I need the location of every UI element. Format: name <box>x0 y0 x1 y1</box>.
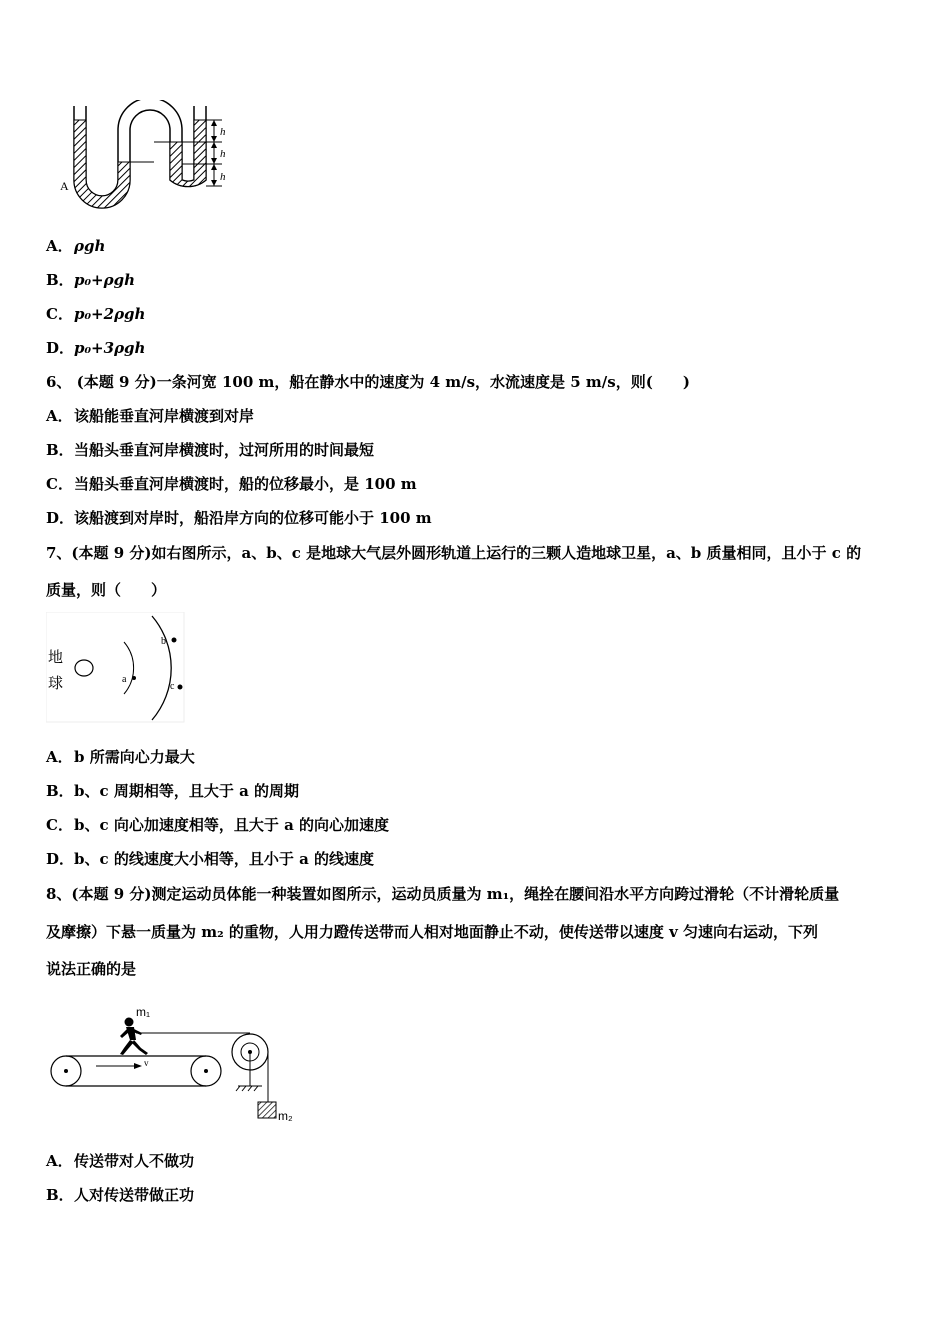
velocity-arrowhead <box>134 1063 142 1069</box>
option-letter: D． <box>46 850 75 868</box>
velocity-label: v <box>144 1058 149 1068</box>
option-text: b、c 向心加速度相等，且大于 a 的向心加速度 <box>74 816 390 834</box>
option-text: 该船能垂直河岸横渡到对岸 <box>74 407 255 425</box>
option-text: p₀+3ρgh <box>74 339 146 357</box>
q5-option-c <box>46 304 145 324</box>
satellite-b <box>172 638 177 643</box>
option-text: ρgh <box>74 237 106 255</box>
hanging-mass <box>258 1102 276 1118</box>
point-a-label: A <box>60 179 69 193</box>
q5-option-d <box>46 338 145 358</box>
right-roller-axle <box>204 1069 208 1073</box>
option-text: b 所需向心力最大 <box>74 748 195 766</box>
q7-option-a <box>46 747 195 767</box>
left-roller-axle <box>64 1069 68 1073</box>
option-text: b、c 周期相等，且大于 a 的周期 <box>74 782 300 800</box>
conveyor-figure <box>46 1000 306 1132</box>
option-text: b、c 的线速度大小相等，且小于 a 的线速度 <box>74 850 375 868</box>
option-text: 该船渡到对岸时，船沿岸方向的位移可能小于 100 m <box>74 509 432 527</box>
option-text: p₀+2ρgh <box>74 305 146 323</box>
q5-option-b <box>46 270 135 290</box>
label-b: b <box>161 636 166 647</box>
m1-label: m₁ <box>136 1005 151 1019</box>
option-text: 人对传送带做正功 <box>74 1186 195 1204</box>
q7-option-b <box>46 781 299 801</box>
earth-label-bottom: 球 <box>48 674 64 692</box>
q8-stem-line-2: 及摩擦）下悬一质量为 m₂ 的重物，人用力蹬传送带而人相对地面静止不动，使传送带以速度 v 匀速向右运动，下列 <box>46 923 819 941</box>
orbit-figure <box>46 612 186 724</box>
q7-option-c <box>46 815 389 835</box>
option-text: p₀+ρgh <box>74 271 135 289</box>
option-letter: D． <box>46 509 75 527</box>
option-letter: D． <box>46 339 75 357</box>
ground-hatch <box>236 1086 258 1091</box>
q5-option-a <box>46 236 105 256</box>
runner-icon <box>120 1018 148 1056</box>
option-letter: B． <box>46 441 74 459</box>
option-text: 传送带对人不做功 <box>74 1152 195 1170</box>
u-tube-figure <box>56 100 236 220</box>
option-letter: A． <box>46 748 73 766</box>
q8-stem-line-3: 说法正确的是 <box>46 960 137 978</box>
q6-option-b <box>46 440 374 460</box>
option-letter: B． <box>46 271 74 289</box>
height-label-1: h <box>220 126 226 138</box>
height-label-3: h <box>220 171 226 183</box>
satellite-a <box>132 676 136 680</box>
option-letter: A． <box>46 407 73 425</box>
option-letter: B． <box>46 1186 74 1204</box>
q8-option-a <box>46 1151 194 1171</box>
q7-stem-line-2: 质量，则（ ） <box>46 581 167 599</box>
option-letter: C． <box>46 305 73 323</box>
option-text: 当船头垂直河岸横渡时，过河所用的时间最短 <box>74 441 375 459</box>
q6-stem: 6、 (本题 9 分)一条河宽 100 m，船在静水中的速度为 4 m/s，水流速度是 5 m/s，则( ) <box>46 373 690 391</box>
q7-option-d <box>46 849 374 869</box>
q8-stem-line-1: 8、(本题 9 分)测定运动员体能一种装置如图所示，运动员质量为 m₁，绳拴在腰间沿水平方向跨过滑轮（不计滑轮质量 <box>46 885 840 903</box>
q8-option-b <box>46 1185 194 1205</box>
q6-option-c <box>46 474 417 494</box>
height-label-2: h <box>220 148 226 160</box>
option-letter: C． <box>46 816 73 834</box>
m2-label: m₂ <box>278 1109 293 1123</box>
option-letter: B． <box>46 782 74 800</box>
option-letter: A． <box>46 237 73 255</box>
option-letter: C． <box>46 475 73 493</box>
satellite-c <box>178 685 183 690</box>
q6-option-a <box>46 406 254 426</box>
label-c: c <box>170 681 175 692</box>
option-text: 当船头垂直河岸横渡时，船的位移最小，是 100 m <box>74 475 417 493</box>
option-letter: A． <box>46 1152 73 1170</box>
earth-label-top: 地 <box>48 648 64 666</box>
label-a: a <box>122 674 127 685</box>
q7-stem-line-1: 7、(本题 9 分)如右图所示，a、b、c 是地球大气层外圆形轨道上运行的三颗人造地球卫星，a、b 质量相同，且小于 c 的 <box>46 544 862 562</box>
q6-option-d <box>46 508 432 528</box>
